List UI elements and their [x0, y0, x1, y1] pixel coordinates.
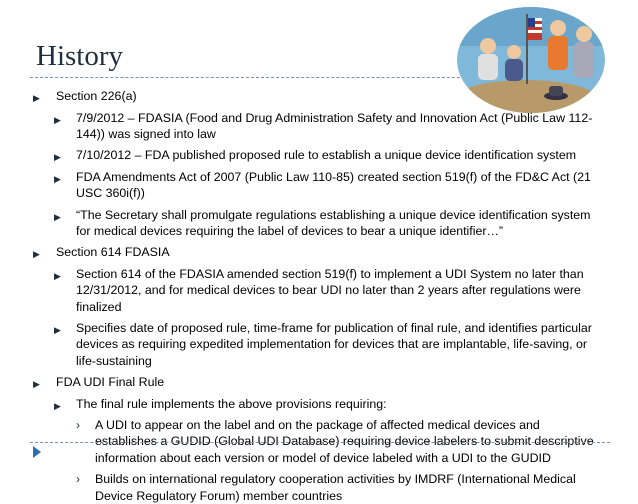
bullet-icon: ▶ [54, 152, 61, 163]
list-item-text: information about each version or model of device labeled with a UDI to the GUDID [95, 450, 551, 465]
footer-divider [30, 442, 610, 443]
list-item-text: 144)) was signed into law [76, 126, 216, 141]
list-item-text: 7/10/2012 – FDA published proposed rule to establish a unique device identification system [76, 148, 577, 163]
slide-marker-icon [33, 446, 41, 458]
list-item-text: “The Secretary shall promulgate regulations establishing a unique device identification system [76, 207, 591, 222]
list-item-text: establishes a GUDID (Global UDI Database) requiring device labelers to submit descriptive [95, 434, 594, 449]
meeting-illustration [456, 6, 606, 114]
bullet-icon: › [76, 418, 80, 433]
bullet-icon: ▶ [33, 379, 40, 390]
bullet-icon: ▶ [54, 270, 61, 281]
list-item-text: life-sustaining [76, 353, 152, 368]
list-item-text: Section 226(a) [56, 89, 137, 103]
list-item-text: Specifies date of proposed rule, time-frame for publication of final rule, and identifies particular [76, 321, 592, 335]
list-item-text: FDA Amendments Act of 2007 (Public Law 110-85) created section 519(f) of the FD&C Act (21 [76, 169, 591, 184]
list-item-text: for medical devices requiring the label of devices to bear a unique identifier…” [76, 223, 504, 238]
list-item-text: USC 360i(f)) [76, 186, 145, 201]
bullet-icon: ▶ [33, 93, 40, 103]
list-item-text: Section 614 FDASIA [56, 245, 170, 260]
list-item-text: finalized [76, 299, 122, 314]
bullet-icon: ▶ [54, 400, 61, 411]
bullet-icon: ▶ [54, 325, 61, 335]
slide-title: History [36, 40, 123, 72]
bullet-icon: ▶ [33, 249, 40, 260]
list-item-text: devices as requiring expedited implementation for devices that are implantable, life-saving, or [76, 337, 588, 352]
list-item-text: The final rule implements the above provisions requiring: [76, 396, 387, 411]
list-item-text: 12/31/2012, and for medical devices to bear UDI no later than 2 years after regulations were [76, 283, 581, 298]
bullet-icon: ▶ [54, 173, 61, 184]
list-item-text: Device Regulatory Forum) member countries [95, 488, 343, 503]
list-item-text: Builds on international regulatory cooperation activities by IMDRF (International Medical [95, 472, 576, 487]
bullet-icon: ▶ [54, 114, 61, 125]
list-item-text: FDA UDI Final Rule [56, 375, 165, 390]
bullet-icon: › [76, 472, 80, 487]
title-divider [30, 77, 480, 78]
list-item-text: A UDI to appear on the label and on the package of affected medical devices and [95, 418, 540, 433]
list-item-text: 7/9/2012 – FDASIA (Food and Drug Administration Safety and Innovation Act (Public Law 112- [76, 110, 593, 125]
list-item-text: Section 614 of the FDASIA amended section 519(f) to implement a UDI System no later than [76, 266, 584, 281]
bullet-icon: ▶ [54, 211, 61, 222]
